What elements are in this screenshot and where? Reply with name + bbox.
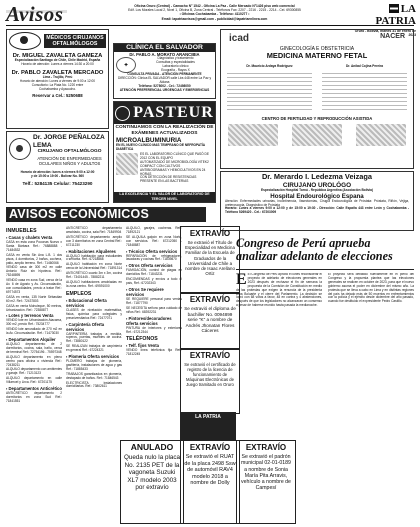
brand-logo: LA PATRIA	[375, 3, 416, 27]
annulment-notice	[120, 440, 184, 524]
news-headline: Congreso de Perú aprueba analizar adelanto de elecciones	[236, 236, 393, 263]
doctor-name: Dr. Merardo I. Ledezma Veizaga	[261, 172, 373, 181]
classified-ad: VENDO casa de 300 m2 en calle Antonio Ruiz sin hipoteca. Ref.: 75248895	[6, 265, 62, 278]
lab-footer: LA EXCELENCIA Y EL VALOR DE LABORATORIO DE TERCER NIVEL	[114, 192, 215, 202]
doctor-hours: Horario de atención: lunes a viernes 9:00 a 12:00	[20, 170, 95, 174]
hours-address: Horario: Lunes a viernes 9:00 a 12:00 y de 15:00 a 19:30 - Dirección: Calle España 443 entre León y Cochabamba - Teléfono 5269420 - Cel.: 67203009	[225, 206, 409, 215]
doctor-name: Dr. PABLO ZAVALETA MERCADO	[11, 69, 104, 76]
specialty-title: MEDICINA MATERNO FETAL	[266, 51, 368, 60]
cross-icon: ✚	[116, 57, 136, 73]
lab-name: PASTEUR	[133, 104, 214, 121]
doctor-name: Dr. Mauricio Ardaya Rodríguez	[246, 63, 293, 68]
urologist-ad	[220, 171, 414, 231]
classified-ad: VENDO casa en zona Sud, cerca de la Av. 6 de Agosto y Av. Circunvalación, con comodidades, precio a tratar Ref.: 69774573	[6, 278, 62, 294]
classified-ad: ALQUILO departamento en calle Villarroel y Lirca. Ref.: 67201175	[6, 376, 62, 385]
classified-ad: SE REQUIERE personal para ventas Ref.: 71877790	[126, 296, 182, 305]
classified-category: ▪ Lotes y terrenos Venta	[6, 313, 62, 318]
classified-ad: CASA en venta, 135 Norte Sébastian 60 m2. Ref.: 72437803	[6, 294, 62, 303]
news-column-1	[236, 273, 322, 435]
classified-ad: FUMIGACIÓN, control de plagas en domicilios Ref.: 71843231	[126, 268, 182, 277]
classified-ad: ANTICRÉTICO departamento 2 dormitorios en zona Sud Ref.: 71841551	[6, 391, 62, 403]
classified-category: ▪ Técnico Oferta servicios	[126, 249, 182, 254]
lab-logo-icon	[115, 106, 130, 121]
clinic-address: y de 15:00 a 19:00 - Bolívar No. 560	[31, 173, 84, 178]
lost-notice	[180, 348, 240, 414]
classified-ad: ANTICRÉTICO cuarto 3m x 3m, cocina Ref.: 73401445 - 78882211	[66, 271, 122, 280]
classified-ad: VENDO línea telefónica fija Ref.: 71812245	[126, 348, 182, 357]
classified-category: ▪ Otros Se requiere servicios	[126, 287, 182, 297]
classified-ad: CASA en venta Sin Ana L.B. 1 dos pisos, 4 dormitorios, 2 baños, cochera, patio, amplio terreno. Ref.: 71460066	[6, 252, 62, 265]
classifieds-column	[126, 226, 182, 436]
news-divider	[236, 269, 414, 270]
classified-ad: SE REALIZAN trabajos de carpintería en general Ref.: 67224321	[66, 344, 122, 353]
clinic-photo	[356, 124, 406, 146]
classified-ad: ENCOMIENDAS y envíos a todo el país, Ref.: 67202343	[126, 277, 182, 286]
reservation-phone: Reservar a Cel.: 5250688	[32, 93, 83, 99]
doctor-specialization: Lima - Trujillo, Perú	[42, 74, 73, 79]
service-line: Consultas y especialidades	[156, 59, 195, 64]
lost-notice	[236, 440, 296, 524]
lab-equipment-image	[116, 153, 138, 175]
service-line: Diagnóstico y tratamiento	[157, 56, 194, 60]
ophthalmologists-heading: MÉDICOS CIRUJANOS OFTALMÓLOGOS	[44, 34, 106, 48]
classified-ad: SE NECESITA señora para cuidado de niños Ref.: 68392231	[126, 305, 182, 314]
fertility-center: CENTRO DE FERTILIDAD Y REPRODUCCIÓN ASISTIDA	[261, 116, 373, 122]
classified-category: ▪ Departamentos Anticrético	[6, 386, 62, 391]
classified-ad: ANTICRÉTICO departamento amoblado, cocina, sala Ref.: 71849904	[66, 226, 122, 234]
eye-icon	[9, 32, 41, 50]
classifieds-column	[6, 226, 62, 436]
notice-title: EXTRAVÍO	[189, 229, 231, 238]
classified-category: ▪ Otros Oferta servicios	[126, 263, 182, 268]
services-text: Atención: Enfermedades urinarias, incontinencia, Vasectomías, Cirugía Endourológica de Próstata: Próstata, Riñón, Vejiga, ureteroscopia, Diagnóstico de Próstata	[225, 198, 409, 207]
flag-icon	[389, 4, 399, 13]
classifieds-column	[66, 226, 122, 436]
lab-feature-text: EN EL NUEVO CLÍNICO MAS TEMPRANO DE NEFROPATÍA DIABÉTICA	[116, 143, 205, 152]
classified-ad: CASA en esta zona Poconas Nuevo x Santa Bárbara Ref.: 76888888 - 71484532	[6, 240, 62, 252]
classified-category: ▪ Carpintería Oferta servicios	[66, 322, 122, 332]
lab-line: ES EL LABORATORIO CLÍNICO QUE PASÓ DE 2012 CON EL EQUIPO	[140, 152, 209, 160]
service-line: CONSULTA PRIVADA - ATENCIÓN PERMANENTE	[127, 72, 202, 76]
news-dropcap: E	[236, 273, 247, 288]
maternal-fetal-ad	[220, 29, 414, 169]
specialty-heading: GINECOLOGÍA E OBSTETRICIA	[279, 46, 355, 52]
lab-subtitle: CONTINUAMOS CON LA REALIZACIÓN DE EXÁMENES ACTUALIZADOS	[115, 125, 214, 136]
doctor-name: Dr. MIGUEL ZAVALETA GAMEZA	[12, 53, 103, 59]
doctor-hours: Horario de atención: Lunes a viernes 14:30 a 20:00	[21, 61, 94, 66]
lab-line: AUTOMATIZADO DE MICROBIOLOGÍA VITEK2 COMPACT CON CULTIVOS	[140, 159, 209, 168]
notice-title: EXTRAVÍO	[189, 295, 231, 304]
office-line-2: Edif. Los Morales Local 2, Nivel 1, Oficina B, Zona Central - Teléfonos Fax: 2207 - 2216 - 2215 - 2214 - Cel. 69300855	[128, 8, 301, 13]
classified-ad: CARPINTERÍA trabajos a medida, roperos, puertas, muebles de cocina. Ref.: 73880122	[66, 331, 122, 344]
classified-ad: ALQUILO, garajes, cocheras. Ref.: 71892121	[126, 226, 182, 234]
notice-body: Se extravió el padrón municipal 02-01-0189 a nombre de Sonia María Pita Arravis, vehículo a nombre de Campesí	[241, 454, 291, 492]
salvador-clinic-ad	[113, 43, 216, 99]
doctor-credentials	[227, 70, 312, 110]
penaloza-ad	[6, 131, 109, 203]
lab-line: ANTIBIOGRAMAS Y HEMOCULTIVOS EN 24 HORAS	[140, 167, 206, 176]
classified-ad: ALQUILO habitación para estudiantes o señorita. Ref.: 67218868	[66, 253, 122, 262]
classified-category: ▪ Educacional Oferta servicios	[66, 298, 122, 308]
notice-body: Queda nulo la placa No. 2135 PET de la vagoneta Suzuki XL7 modelo 2003 por extravío	[124, 454, 181, 491]
clinic-address: DIRECCIÓN: Clínica EL SALVADOR calle Lira 448 entre La Paz y Aldana	[117, 75, 212, 84]
classified-category: ▪ Departamentos Alquiler	[6, 337, 62, 342]
service-line: Laboratorio clínico	[162, 63, 189, 68]
classified-ad: SE ALQUILA galpón en zona Norte, con servicios. Ref.: 67212050 - 71848887	[126, 234, 182, 247]
pasteur-lab-ad	[113, 101, 216, 203]
doctor-specialization: CIRUJANO OFTALMÓLOGO	[37, 149, 102, 154]
ophthalmologists-header	[7, 30, 108, 52]
issue-date: Oruro - Bolivia, martes 31 de enero de 2023	[354, 29, 416, 37]
classified-ad: ANTICRÉTICO departamento amplio con 3 dormitorios en zona Central Ref.: 67211230	[66, 234, 122, 247]
section-title: Avisos	[6, 2, 64, 26]
classified-section-heading: TELÉFONOS	[126, 336, 158, 343]
clinic-address: Consultorio: La Plata No. 1220 entre	[31, 82, 84, 87]
classified-category: ▪ Plomería Oferta servicios	[66, 354, 122, 359]
newspaper-promo	[180, 412, 236, 440]
classified-ad: ELECTRICISTA instalaciones domiciliarias. Ref.: 73802611	[66, 380, 122, 389]
classified-category: ▪ Pintores/decoradores Oferta servicios	[126, 316, 182, 326]
pasteur-banner	[114, 102, 215, 124]
classified-ad: ALQUILO departamento de 2 dormitorios, cocina, sala, baño, cerca de terminal Ref.: 72754196 - 75597348	[6, 342, 62, 354]
classified-ad: CLASES de nivelación matemática, física, química para colegiales y preuniversitarios Ref.: 72477071	[66, 307, 122, 320]
news-body: El Congreso de Perú aprobó el lunes reconsiderar el proyecto de adelanto de elecciones generales en 2023 después de rechazar el fin de semana la propuesta de la Comisión de Constitución en medio de las protestas que exigen la renuncia de la presidenta Dina Boluarte y el cierre del Parlamento. La decisión se logró con 68 votos a favor, 48 en contra y 4 abstenciones, después de que los legisladores no alcanzaran un consenso a pesar de haberse reunido hasta pasada la medianoche.	[236, 273, 322, 308]
notice-body: Se extravió el diploma de bachiller No. 0094899 serie "K" a nombre de Andrés Jhonatan Flores Cáceres	[184, 306, 236, 334]
classified-category: ▪ Telf. fijos Venta	[126, 343, 182, 348]
classified-ad: TRABAJOS garantizados en plomería, destapado de baños. Ref.: 71846543	[66, 371, 122, 380]
classified-category: ▪ Casas y chalets Venta	[6, 235, 62, 240]
lab-line: CON DETECCIÓN DE RESISTENCIAS PRESENTE EN LAS BACTERIAS	[140, 175, 197, 184]
ad-line: ATENCIÓN DE ENFERMEDADES	[37, 156, 102, 161]
classified-ad: VENDO lote en Urbanización Atacama, 300 m2, precio Ref.: 75234777	[6, 318, 62, 327]
clinic-photo	[228, 124, 278, 146]
lost-notice	[180, 292, 240, 350]
nacer-logo: NACER	[380, 33, 405, 40]
lost-notice	[180, 440, 240, 524]
classified-ad: ALQUILO departamento en pleno centro para oficina o vivienda Ref.: 72438211	[6, 354, 62, 367]
classified-ad: PLOMERO trabajos de plomería, gasfitería, instalaciones de agua y gas Ref.: 71885433	[66, 359, 122, 371]
lost-notice	[180, 226, 240, 294]
service-line: Ecografía - Rayos X	[161, 67, 190, 72]
hospital-name: Hospital Endourológico Espana	[270, 192, 364, 200]
ophthalmologists-ad	[6, 29, 109, 129]
clinic-name: CLÍNICA EL SALVADOR	[114, 44, 215, 52]
news-column-3	[292, 440, 322, 518]
classified-ad: CASA en venta Mohuleque, 50 metros, Urbanización. Ref.: 72388877	[6, 303, 62, 312]
clinic-phone: Teléfono: 5278002 - Cel.: 72498050	[138, 83, 191, 88]
clinic-address: Cochabamba y Ayacucho.	[39, 86, 76, 91]
classified-category: ▪ Habitaciones Alquileres	[66, 249, 122, 254]
office-line-3: • Oficinas Cochabamba - Teléfono: 4110277 •	[179, 12, 250, 17]
notice-body: Se extravió el RUAT de la placa 2498 Ssw de automóvil RAV4 modelo 2018 a nombre de Dolly	[184, 454, 236, 487]
icad-logo: icad	[229, 33, 250, 44]
classified-ad: REPARACIÓN de refrigeradores, lavadoras y cocinas Ref.: 71839870	[126, 253, 182, 262]
classifieds-title: AVISOS ECONÓMICOS	[6, 207, 206, 222]
doctor-name: Dr. Aníbal Cojina Pereira	[345, 63, 384, 68]
doctor-specialization: CIRUJANO UROLÓGO	[282, 181, 352, 189]
office-line-4: Email: lapatriaavisos@gmail.com - publicidad@lapatriaenlinea.com	[161, 16, 268, 21]
classified-section-heading: INMUEBLES	[6, 228, 37, 234]
notice-title: ANULADO	[130, 442, 174, 452]
classified-ad: VENDO lote amurallado de 270 m2 en la Av. Circunvalación. Ref.: 71473030	[6, 327, 62, 336]
eye-icon	[9, 138, 31, 160]
notice-body: Se extravió el Título de Especialidad en Medicina Familiar de la Escuela de Graduados de la Universidad de Chile a nombre de Isaac Arellano Ortiz	[185, 240, 235, 277]
notice-body: Se extravió el certificado de registro de la licencia de funcionamiento de Máquinas Electrónicas de Juego tramitado en Oruro	[184, 362, 236, 387]
doctor-specialization: Especialización Santiago de Chile, Chile Madrid, España	[14, 58, 101, 62]
classified-section-heading: EMPLEOS	[66, 290, 92, 297]
doctor-name: Dr. JORGE PEÑALOZA LEMA	[33, 134, 105, 149]
doctor-training: Especialización Hospital Tornú - República Argentina (Asociación Bolivia)	[261, 187, 373, 192]
classified-ad: ALQUILO departamento con ambientes y garaje. Ref.: 71213123	[6, 367, 62, 376]
header-divider	[6, 25, 414, 26]
office-line-1: Oficina Oruro (Central) - Camacho N° 1542 - Oficina La Paz - Calle Mercado N°1426 piso web comercial	[134, 4, 295, 8]
classified-ad: ALQUILO habitación en zona Norte cerca de la Universidad Ref.: 71891314	[66, 262, 122, 271]
news-body: El proyecto será debatido nuevamente en el pleno del Congreso y la propuesta plantea que las elecciones generales se realicen en octubre de 2023, para que el nuevo gobierno asuma el poder en diciembre del mismo año. La protesta que se lleva a cabo en Lima y en distintas regiones del país ha dejado más de 50 muertos en enfrentamientos con la policía y el ejército desde diciembre del año pasado, cuando fue destituido el expresidente Pedro Castillo.	[328, 273, 414, 304]
contact-phones: Telf.: 5284135 Celular: 75423290	[22, 180, 93, 186]
notice-title: EXTRAVÍO	[245, 443, 287, 452]
clinic-director: Dr. PABLO A. MORATO ARANCIBIA	[129, 52, 200, 57]
news-column-2	[328, 273, 414, 518]
ad-line: OCULARES NIÑOS Y ADULTOS	[38, 161, 101, 166]
classified-ad: PINTURA de interiores y exteriores Ref.: 67212344	[126, 325, 182, 334]
doctor-credentials	[322, 70, 407, 110]
clinic-photo	[292, 124, 342, 146]
notice-title: EXTRAVÍO	[189, 443, 231, 452]
notice-title: EXTRAVÍO	[189, 351, 231, 360]
lab-feature: MICROALBUMINURIA	[116, 137, 182, 145]
promo-brand: LA PATRIA	[195, 414, 221, 420]
classified-ad: ALQUILO habitaciones amobladas en la zona centro. Ref.: 69591000	[66, 279, 122, 288]
service-line: ATENCIÓN PREFERENCIAL URGENCIAS Y EMERGENCIAS	[119, 87, 210, 92]
office-info	[97, 4, 332, 24]
doctor-hours: Horario de atención: Lunes a viernes de 9:00 a 12:00	[19, 78, 96, 83]
